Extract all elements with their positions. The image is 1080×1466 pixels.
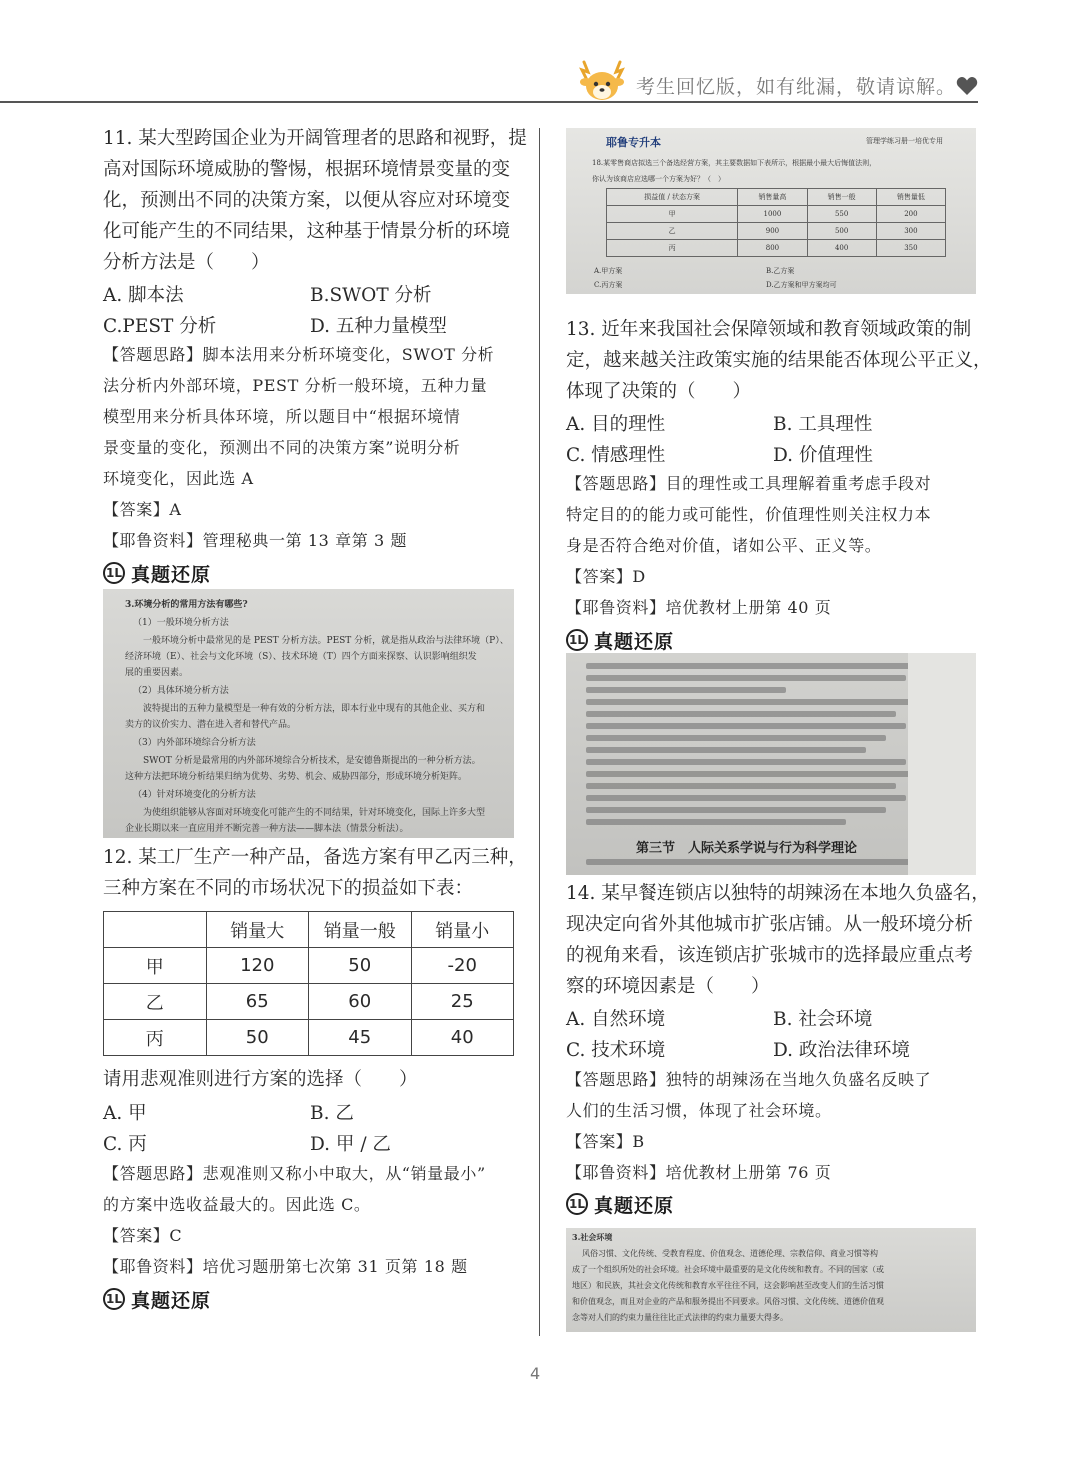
table-header-row <box>104 912 514 948</box>
table-cell: 40 <box>411 1020 514 1056</box>
table-cell: 45 <box>309 1020 412 1056</box>
q11-stem-line-2: 高对国际环境威胁的警惕，根据环境情景变量的变 <box>103 159 511 180</box>
textbook-photo-social-environment <box>566 1228 976 1332</box>
q12-answer: 【答案】C <box>103 1226 183 1245</box>
real-question-badge-4 <box>566 1191 674 1217</box>
table-cell: 乙 <box>104 984 207 1020</box>
q12-option-d: D. 甲 / 乙 <box>310 1134 391 1155</box>
q14-explanation-line-2: 人们的生活习惯，体现了社会环境。 <box>566 1101 832 1120</box>
q12-stem-line-2: 三种方案在不同的市场状况下的损益如下表： <box>103 878 474 899</box>
workbook-photo-regret-table <box>566 128 976 294</box>
heart-icon <box>956 76 978 96</box>
q11-explanation-line-1: 【答题思路】脚本法用来分析环境变化，SWOT 分析 <box>103 345 495 364</box>
photo2-cell: 丙 <box>607 240 738 257</box>
q13-option-c: C. 情感理性 <box>566 445 666 466</box>
q11-explanation-line-4: 景变量的变化，预测出不同的决策方案”说明分析 <box>103 438 461 457</box>
table-row <box>104 1020 514 1056</box>
textbook-photo-environment-methods <box>103 589 514 838</box>
q13-option-a: A. 目的理性 <box>566 414 666 435</box>
q14-option-b: B. 社会环境 <box>773 1009 873 1030</box>
photo2-cell: 550 <box>807 206 876 223</box>
q13-answer: 【答案】D <box>566 567 646 586</box>
q11-option-a: A. 脚本法 <box>103 285 184 306</box>
photo1-line: 波特提出的五种力量模型是一种有效的分析方法，即本行业中现有的其他企业、买方和 <box>143 704 486 714</box>
badge-mark-icon: 1L <box>566 629 588 651</box>
q13-explanation-line-1: 【答题思路】目的理性或工具理解着重考虑手段对 <box>566 474 932 493</box>
badge-mark-icon: 1L <box>103 1288 125 1310</box>
q13-source: 【耶鲁资料】培优教材上册第 40 页 <box>566 598 832 617</box>
q11-explanation-line-5: 环境变化，因此选 A <box>103 469 254 488</box>
photo1-line: 为使组织能够从容面对环境变化可能产生的不同结果，针对环境变化，国际上许多大型 <box>143 808 486 818</box>
photo4-line: 地区）和民族，其社会文化传统和教育水平往往不同，这会影响甚至改变人们的生活习惯 <box>572 1281 884 1290</box>
q13-stem-line-2: 定，越来越关注政策实施的结果能否体现公平正义， <box>566 350 992 371</box>
q11-source: 【耶鲁资料】管理秘典一第 13 章第 3 题 <box>103 531 408 550</box>
deer-mascot-icon <box>574 58 630 104</box>
photo2-option-c: C.丙方案 <box>594 281 623 289</box>
photo2-cell: 350 <box>876 240 945 257</box>
real-question-badge-3 <box>566 627 674 653</box>
photo2-cell: 800 <box>738 240 807 257</box>
q11-explanation-line-3: 模型用来分析具体环境，所以题目中“根据环境情 <box>103 407 461 426</box>
q14-stem-line-2: 现决定向省外其他城市扩张店铺。从一般环境分析 <box>566 914 974 935</box>
photo1-line: （4）针对环境变化的分析方法 <box>133 790 256 800</box>
payoff-table <box>103 911 514 1056</box>
q13-stem-line-1: 13. 近年来我国社会保障领域和教育领域政策的制 <box>566 319 972 340</box>
table-cell: 65 <box>206 984 309 1020</box>
photo2-cell: 400 <box>807 240 876 257</box>
q12-explanation-line-2: 的方案中选收益最大的。因此选 C。 <box>103 1195 371 1214</box>
table-header-cell: 销量一般 <box>309 912 412 948</box>
q11-explanation-line-2: 法分析内外部环境，PEST 分析一般环境，五种力量 <box>103 376 488 395</box>
header-rule <box>0 101 978 103</box>
q12-source: 【耶鲁资料】培优习题册第七次第 31 页第 18 题 <box>103 1257 468 1276</box>
photo4-line: 和价值观念，而且对企业的产品和服务提出不同要求。风俗习惯、文化传统、道德价值观 <box>572 1297 884 1306</box>
photo2-cell: 300 <box>876 223 945 240</box>
q14-source: 【耶鲁资料】培优教材上册第 76 页 <box>566 1163 832 1182</box>
q14-stem-line-4: 察的环境因素是（ ） <box>566 976 770 997</box>
q11-option-d: D. 五种力量模型 <box>310 316 447 337</box>
q13-option-d: D. 价值理性 <box>773 445 873 466</box>
badge-label: 真题还原 <box>594 630 675 653</box>
table-cell: 甲 <box>104 948 207 984</box>
photo4-line: 念等对人们的约束力量往往比正式法律的约束力量要大得多。 <box>572 1313 788 1322</box>
table-header-cell <box>104 912 207 948</box>
table-header-cell: 销量大 <box>206 912 309 948</box>
photo3-section-title: 第三节 人际关系学说与行为科学理论 <box>636 841 858 856</box>
photo2-subtitle: 管理学练习册一培优专用 <box>866 137 943 145</box>
q14-option-d: D. 政治法律环境 <box>773 1040 910 1061</box>
badge-mark-icon: 1L <box>566 1193 588 1215</box>
photo2-table <box>606 188 946 257</box>
badge-mark-icon: 1L <box>103 562 125 584</box>
photo2-brand: 耶鲁专升本 <box>606 136 661 149</box>
textbook-photo-rationality <box>566 653 976 875</box>
real-question-badge-1 <box>103 560 211 586</box>
photo2-cell: 500 <box>807 223 876 240</box>
q14-option-c: C. 技术环境 <box>566 1040 666 1061</box>
photo2-cell: 损益值 / 状态方案 <box>607 189 738 206</box>
badge-label: 真题还原 <box>594 1194 675 1217</box>
photo2-cell: 200 <box>876 206 945 223</box>
q14-stem-line-1: 14. 某早餐连锁店以独特的胡辣汤在本地久负盛名， <box>566 883 990 904</box>
photo1-line: 这种方法把环境分析结果归纳为优势、劣势、机会、威胁四部分，形成环境分析矩阵。 <box>125 772 468 782</box>
column-divider <box>539 128 540 1336</box>
table-cell: 50 <box>309 948 412 984</box>
q14-answer: 【答案】B <box>566 1132 645 1151</box>
q12-option-b: B. 乙 <box>310 1103 354 1124</box>
q12-option-a: A. 甲 <box>103 1103 147 1124</box>
photo1-line: （3）内外部环境综合分析方法 <box>133 738 256 748</box>
q14-explanation-line-1: 【答题思路】独特的胡辣汤在当地久负盛名反映了 <box>566 1070 932 1089</box>
photo2-question-2: 你认为该商店应选哪一个方案为好？（ ） <box>592 175 725 183</box>
photo2-option-d: D.乙方案和甲方案均可 <box>766 281 837 289</box>
q13-explanation-line-2: 特定目的的能力或可能性，价值理性则关注权力本 <box>566 505 932 524</box>
table-cell: 50 <box>206 1020 309 1056</box>
q11-stem-line-4: 化可能产生的不同结果，这种基于情景分析的环境 <box>103 221 511 242</box>
photo2-option-b: B.乙方案 <box>766 267 795 275</box>
photo1-line: 经济环境（E）、社会与文化环境（S）、技术环境（T）四个方面来探察、认识影响组织发 <box>125 652 477 662</box>
photo2-cell: 乙 <box>607 223 738 240</box>
badge-label: 真题还原 <box>131 1289 212 1312</box>
q11-stem-line-1: 11. 某大型跨国企业为开阔管理者的思路和视野，提 <box>103 128 527 149</box>
photo1-line: （1）一般环境分析方法 <box>133 618 229 628</box>
q14-stem-line-3: 的视角来看，该连锁店扩张城市的选择最应重点考 <box>566 945 974 966</box>
photo4-line: 风俗习惯、文化传统、受教育程度、价值观念、道德伦理、宗教信仰、商业习惯等构 <box>582 1249 878 1258</box>
q13-option-b: B. 工具理性 <box>773 414 873 435</box>
real-question-badge-2 <box>103 1286 211 1312</box>
table-row <box>104 948 514 984</box>
table-header-cell: 销量小 <box>411 912 514 948</box>
photo3-page-edge <box>908 653 976 875</box>
q13-stem-line-3: 体现了决策的（ ） <box>566 381 752 402</box>
photo1-line: 企业长期以来一直应用并不断完善一种方法——脚本法（情景分析法）。 <box>125 824 409 834</box>
photo1-line: 卖方的议价实力、潜在进入者和替代产品。 <box>125 720 297 730</box>
header-notice: 考生回忆版，如有纰漏，敬请谅解。 <box>636 76 957 98</box>
q12-stem-line-1: 12. 某工厂生产一种产品，备选方案有甲乙丙三种， <box>103 847 527 868</box>
photo2-cell: 1000 <box>738 206 807 223</box>
table-cell: 60 <box>309 984 412 1020</box>
photo2-cell: 甲 <box>607 206 738 223</box>
photo4-line: 成了一个组织所处的社会环境。社会环境中最重要的是文化传统和教育。不同的国家（或 <box>572 1265 884 1274</box>
table-cell: 丙 <box>104 1020 207 1056</box>
q11-stem-line-3: 化，预测出不同的决策方案，以便从容应对环境变 <box>103 190 511 211</box>
photo1-line: 3.环境分析的常用方法有哪些? <box>125 600 248 610</box>
photo4-line: 3.社会环境 <box>572 1232 613 1242</box>
table-cell: 25 <box>411 984 514 1020</box>
table-row <box>104 984 514 1020</box>
q11-option-b: B.SWOT 分析 <box>310 285 432 306</box>
page-number: 4 <box>530 1364 541 1383</box>
q12-question: 请用悲观准则进行方案的选择（ ） <box>103 1069 418 1090</box>
photo2-question: 18.某零售商店拟选三个备选经营方案，其主要数据如下表所示，根据最小最大后悔值法则， <box>592 159 877 167</box>
table-cell: 120 <box>206 948 309 984</box>
photo1-line: SWOT 分析是最常用的内外部环境综合分析技术，是安德鲁斯提出的一种分析方法。 <box>143 756 481 766</box>
badge-label: 真题还原 <box>131 563 212 586</box>
q12-option-c: C. 丙 <box>103 1134 147 1155</box>
photo2-cell: 销售量高 <box>738 189 807 206</box>
photo2-option-a: A.甲方案 <box>594 267 623 275</box>
photo1-line: （2）具体环境分析方法 <box>133 686 229 696</box>
photo2-cell: 销售一般 <box>807 189 876 206</box>
q14-option-a: A. 自然环境 <box>566 1009 666 1030</box>
q13-explanation-line-3: 身是否符合绝对价值，诸如公平、正义等。 <box>566 536 882 555</box>
photo2-cell: 销售量低 <box>876 189 945 206</box>
q11-stem-line-5: 分析方法是（ ） <box>103 252 270 273</box>
photo2-cell: 900 <box>738 223 807 240</box>
table-cell: -20 <box>411 948 514 984</box>
q12-explanation-line-1: 【答题思路】悲观准则又称小中取大，从“销量最小” <box>103 1164 486 1183</box>
photo1-line: 展的重要因素。 <box>125 668 189 678</box>
photo1-line: 一般环境分析中最常见的是 PEST 分析方法。PEST 分析，就是指从政治与法律环境（P）、 <box>143 636 509 646</box>
q11-answer: 【答案】A <box>103 500 182 519</box>
q11-option-c: C.PEST 分析 <box>103 316 217 337</box>
